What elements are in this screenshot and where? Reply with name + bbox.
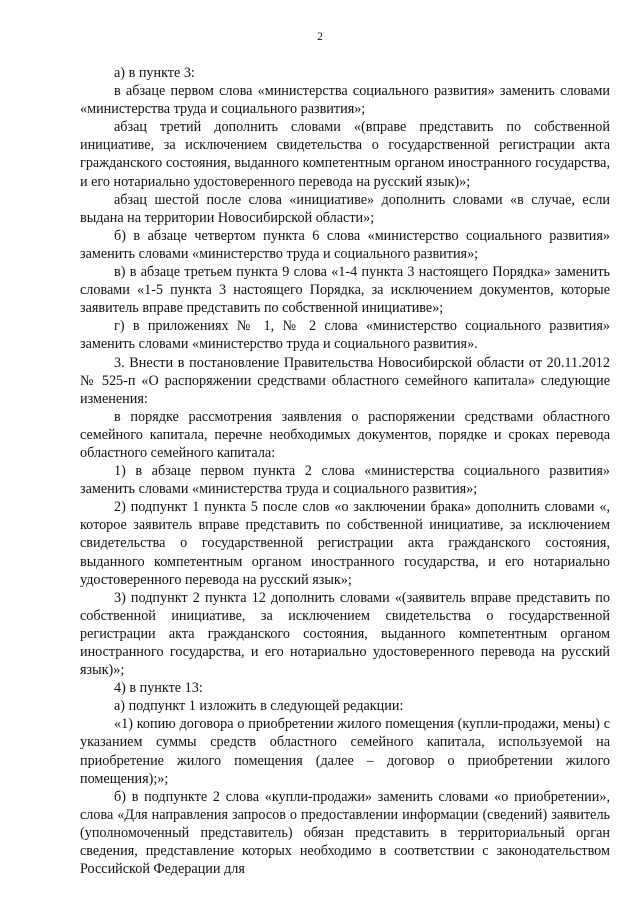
paragraph-subitem-3: 3) подпункт 2 пункта 12 дополнить словами «(заявитель вправе представить по собственной инициативе, за исключением свидетельства о государственной регистрации акта гражданского состояния, выданного компетентным органом иностранного государства, и его нотариально удостоверенного перевода на русский язык)»;	[80, 589, 610, 679]
paragraph-subitem-4b: б) в подпункте 2 слова «купли-продажи» заменить словами «о приобретении», слова «Для направления запросов о предоставлении информации (сведений) заявитель (уполномоченный представитель) обязан представить в территориальный орган сведения, представление которых необходимо в соответствии с законодательством Российской Федерации для	[80, 788, 610, 878]
paragraph-item-v: в) в абзаце третьем пункта 9 слова «1-4 пункта 3 настоящего Порядка» заменить словами «1-5 пункта 3 настоящего Порядка, за исключением документов, которые заявитель вправе представить по собственной инициативе»;	[80, 264, 610, 317]
paragraph-subitem-4a: а) подпункт 1 изложить в следующей редакции:	[114, 698, 404, 715]
paragraph-item-g: г) в приложениях № 1, № 2 слова «министерство социального развития» заменить словами «министерство труда и социального развития».	[80, 318, 610, 353]
paragraph-subitem-4: 4) в пункте 13:	[114, 680, 203, 697]
paragraph-first-abzac: в абзаце первом слова «министерства социального развития» заменить словами «министерства труда и социального развития»;	[80, 83, 610, 118]
paragraph-quoted-text: «1) копию договора о приобретении жилого помещения (купли-продажи, мены) с указанием суммы средств областного семейного капитала, используемой на приобретение жилого помещения (далее – договор о приобретении жилого помещения);»;	[80, 716, 610, 787]
paragraph-sixth-abzac: абзац шестой после слова «инициативе» дополнить словами «в случае, если выдана на территории Новосибирской области»;	[80, 191, 610, 226]
paragraph-item-a: а) в пункте 3:	[114, 65, 195, 81]
paragraph-section-3: 3. Внести в постановление Правительства Новосибирской области от 20.11.2012 № 525-п «О распоряжении средствами областного семейного капитала» следующие изменения:	[80, 354, 610, 407]
paragraph-item-b: б) в абзаце четвертом пункта 6 слова «министерство социального развития» заменить словами «министерство труда и социального развития»;	[80, 227, 610, 262]
paragraph-order-intro: в порядке рассмотрения заявления о распоряжении средствами областного семейного капитала, перечне необходимых документов, порядке и сроках перевода областного семейного капитала:	[80, 408, 610, 461]
paragraph-subitem-1: 1) в абзаце первом пункта 2 слова «министерства социального развития» заменить словами «министерства труда и социального развития»;	[80, 463, 610, 498]
paragraph-subitem-2: 2) подпункт 1 пункта 5 после слов «о заключении брака» дополнить словами «, которое заявитель вправе представить по собственной инициативе, за исключением свидетельства о государственной регистрации акта гражданского состояния, выданного компетентным органом иностранного государства, и его нотариально удостоверенного перевода на русский язык»;	[80, 499, 610, 588]
paragraph-third-abzac: абзац третий дополнить словами «(вправе представить по собственной инициативе, за исключением свидетельства о государственной регистрации акта гражданского состояния, выданного компетентным органом иностранного государства, и его нотариально удостоверенного перевода на русский язык)»;	[80, 119, 610, 190]
document-body	[80, 64, 610, 878]
page-number: 2	[317, 31, 323, 43]
